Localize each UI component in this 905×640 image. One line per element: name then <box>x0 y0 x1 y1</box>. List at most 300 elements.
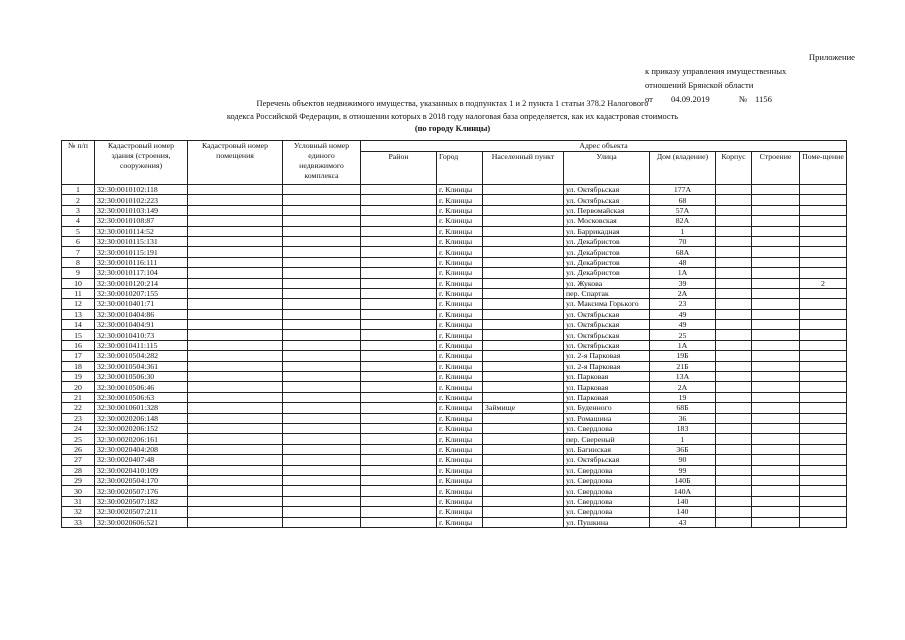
cell-building <box>752 475 800 485</box>
cell-street: ул. Свердлова <box>564 465 650 475</box>
cell-house: 70 <box>650 236 716 246</box>
cell-city: г. Клинцы <box>437 236 483 246</box>
cell-cadastral-number: 32:30:0010117:104 <box>95 268 188 278</box>
cell-city: г. Клинцы <box>437 517 483 527</box>
col-premises-header: Поме-щение <box>800 152 847 185</box>
cell-premises-cadastral <box>188 268 283 278</box>
cell-street: пер. Спартак <box>564 288 650 298</box>
cell-corpus <box>716 309 752 319</box>
cell-district <box>361 320 437 330</box>
cell-locality <box>483 413 564 423</box>
cell-row-number: 28 <box>62 465 95 475</box>
cell-building <box>752 185 800 195</box>
cell-district <box>361 299 437 309</box>
cell-city: г. Клинцы <box>437 486 483 496</box>
cell-corpus <box>716 216 752 226</box>
address-group-header: Адрес объекта <box>361 141 847 152</box>
cell-premises-cadastral <box>188 455 283 465</box>
table-row <box>62 309 847 319</box>
table-row <box>62 507 847 517</box>
cell-premises-cadastral <box>188 288 283 298</box>
cell-premises <box>800 496 847 506</box>
cell-cadastral-number: 32:30:0010401:71 <box>95 299 188 309</box>
cell-district <box>361 403 437 413</box>
cell-building <box>752 372 800 382</box>
cell-cadastral-number: 32:30:0010103:149 <box>95 205 188 215</box>
cell-house: 177А <box>650 185 716 195</box>
cell-conditional-number <box>283 475 361 485</box>
cell-corpus <box>716 330 752 340</box>
cell-premises-cadastral <box>188 185 283 195</box>
cell-city: г. Клинцы <box>437 330 483 340</box>
cell-city: г. Клинцы <box>437 413 483 423</box>
cell-city: г. Клинцы <box>437 423 483 433</box>
cell-conditional-number <box>283 195 361 205</box>
cell-house: 140Б <box>650 475 716 485</box>
cell-city: г. Клинцы <box>437 382 483 392</box>
cell-building <box>752 236 800 246</box>
cell-street: ул. Пушкина <box>564 517 650 527</box>
appendix-line-1: к приказу управления имущественных <box>645 66 787 76</box>
cell-city: г. Клинцы <box>437 392 483 402</box>
cell-district <box>361 382 437 392</box>
cell-premises <box>800 247 847 257</box>
cell-cadastral-number: 32:30:0020206:161 <box>95 434 188 444</box>
cell-building <box>752 205 800 215</box>
cell-city: г. Клинцы <box>437 299 483 309</box>
cell-corpus <box>716 475 752 485</box>
cell-locality <box>483 320 564 330</box>
cell-conditional-number <box>283 434 361 444</box>
cell-locality <box>483 278 564 288</box>
cell-row-number: 20 <box>62 382 95 392</box>
cell-city: г. Клинцы <box>437 465 483 475</box>
cell-street: ул. Декабристов <box>564 247 650 257</box>
cell-building <box>752 382 800 392</box>
cell-house: 140 <box>650 507 716 517</box>
cell-house: 43 <box>650 517 716 527</box>
cell-building <box>752 486 800 496</box>
cell-cadastral-number: 32:30:0010102:118 <box>95 185 188 195</box>
cell-premises <box>800 216 847 226</box>
cell-premises <box>800 226 847 236</box>
cell-cadastral-number: 32:30:0020206:152 <box>95 423 188 433</box>
cell-house: 68 <box>650 195 716 205</box>
cell-city: г. Клинцы <box>437 257 483 267</box>
cell-row-number: 26 <box>62 444 95 454</box>
cell-street: ул. Ромашина <box>564 413 650 423</box>
cell-cadastral-number: 32:30:0010404:86 <box>95 309 188 319</box>
cell-conditional-number <box>283 413 361 423</box>
col-district-header: Район <box>361 152 437 185</box>
cell-cadastral-number: 32:30:0020404:208 <box>95 444 188 454</box>
cell-premises-cadastral <box>188 413 283 423</box>
cell-house: 99 <box>650 465 716 475</box>
cell-conditional-number <box>283 205 361 215</box>
cell-city: г. Клинцы <box>437 434 483 444</box>
cell-house: 19Б <box>650 351 716 361</box>
cell-locality <box>483 444 564 454</box>
cell-conditional-number <box>283 288 361 298</box>
cell-premises <box>800 372 847 382</box>
cell-premises <box>800 236 847 246</box>
col-house-header: Дом (владение) <box>650 152 716 185</box>
cell-locality <box>483 185 564 195</box>
cell-building <box>752 423 800 433</box>
table-row <box>62 288 847 298</box>
cell-district <box>361 236 437 246</box>
cell-building <box>752 413 800 423</box>
cell-cadastral-number: 32:30:0010506:63 <box>95 392 188 402</box>
table-row <box>62 299 847 309</box>
cell-building <box>752 195 800 205</box>
col-cad-building-header: Кадастровый номер здания (строения, сооружения) <box>95 141 188 185</box>
cell-house: 49 <box>650 309 716 319</box>
cell-street: ул. Октябрьская <box>564 309 650 319</box>
cell-row-number: 7 <box>62 247 95 257</box>
cell-district <box>361 486 437 496</box>
cell-building <box>752 226 800 236</box>
cell-house: 183 <box>650 423 716 433</box>
cell-house: 68Б <box>650 403 716 413</box>
cell-corpus <box>716 320 752 330</box>
cell-premises <box>800 455 847 465</box>
order-number: 1156 <box>755 94 772 104</box>
cell-premises-cadastral <box>188 351 283 361</box>
cell-row-number: 19 <box>62 372 95 382</box>
cell-corpus <box>716 455 752 465</box>
cell-street: ул. Баррикадная <box>564 226 650 236</box>
cell-locality <box>483 205 564 215</box>
cell-district <box>361 226 437 236</box>
cell-corpus <box>716 496 752 506</box>
cell-street: ул. Максима Горького <box>564 299 650 309</box>
cell-street: ул. Парковая <box>564 382 650 392</box>
cell-house: 1А <box>650 340 716 350</box>
cell-building <box>752 507 800 517</box>
cell-premises <box>800 382 847 392</box>
cell-locality <box>483 434 564 444</box>
cell-building <box>752 320 800 330</box>
cell-premises <box>800 392 847 402</box>
from-label: от <box>645 94 653 104</box>
cell-premises-cadastral <box>188 475 283 485</box>
cell-conditional-number <box>283 465 361 475</box>
cell-district <box>361 392 437 402</box>
cell-cadastral-number: 32:30:0010114:52 <box>95 226 188 236</box>
cell-premises <box>800 413 847 423</box>
cell-conditional-number <box>283 278 361 288</box>
cell-building <box>752 434 800 444</box>
cell-building <box>752 444 800 454</box>
cell-building <box>752 351 800 361</box>
cell-cadastral-number: 32:30:0010504:361 <box>95 361 188 371</box>
cell-corpus <box>716 392 752 402</box>
document-heading <box>150 98 755 136</box>
cell-premises-cadastral <box>188 226 283 236</box>
table-body <box>62 185 847 528</box>
cell-row-number: 5 <box>62 226 95 236</box>
cell-district <box>361 413 437 423</box>
cell-cadastral-number: 32:30:0020410:109 <box>95 465 188 475</box>
cell-row-number: 12 <box>62 299 95 309</box>
cell-city: г. Клинцы <box>437 247 483 257</box>
cell-premises <box>800 361 847 371</box>
cell-street: ул. Свердлова <box>564 486 650 496</box>
cell-city: г. Клинцы <box>437 320 483 330</box>
cell-row-number: 30 <box>62 486 95 496</box>
cell-building <box>752 517 800 527</box>
cell-house: 48 <box>650 257 716 267</box>
cell-locality <box>483 475 564 485</box>
cell-corpus <box>716 382 752 392</box>
cell-locality <box>483 465 564 475</box>
cell-conditional-number <box>283 309 361 319</box>
cell-premises-cadastral <box>188 340 283 350</box>
cell-street: ул. Декабристов <box>564 236 650 246</box>
cell-district <box>361 330 437 340</box>
cell-cadastral-number: 32:30:0010404:91 <box>95 320 188 330</box>
cell-house: 36Б <box>650 444 716 454</box>
cell-city: г. Клинцы <box>437 403 483 413</box>
heading-line-3: (по городу Клинцы) <box>414 124 491 133</box>
cell-house: 19 <box>650 392 716 402</box>
table-row <box>62 257 847 267</box>
table-row <box>62 465 847 475</box>
table-row <box>62 434 847 444</box>
number-label: № <box>739 94 748 104</box>
cell-premises-cadastral <box>188 309 283 319</box>
cell-cadastral-number: 32:30:0010506:30 <box>95 372 188 382</box>
cell-corpus <box>716 517 752 527</box>
cell-street: ул. Октябрьская <box>564 185 650 195</box>
cell-premises <box>800 299 847 309</box>
cell-locality <box>483 423 564 433</box>
cell-city: г. Клинцы <box>437 351 483 361</box>
cell-street: ул. Октябрьская <box>564 330 650 340</box>
cell-cadastral-number: 32:30:0010506:46 <box>95 382 188 392</box>
cell-locality <box>483 236 564 246</box>
cell-house: 68А <box>650 247 716 257</box>
cell-corpus <box>716 236 752 246</box>
cell-street: ул. Октябрьская <box>564 320 650 330</box>
cell-premises <box>800 257 847 267</box>
table-row <box>62 361 847 371</box>
heading-line-1: Перечень объектов недвижимого имущества, указанных в подпунктах 1 и 2 пункта 1 статьи 378.2 Налогового <box>256 99 649 108</box>
order-date: 04.09.2019 <box>671 94 710 104</box>
cell-row-number: 18 <box>62 361 95 371</box>
appendix-title: Приложение <box>808 52 855 62</box>
cell-conditional-number <box>283 423 361 433</box>
table-row <box>62 320 847 330</box>
cell-corpus <box>716 403 752 413</box>
table-row <box>62 216 847 226</box>
cell-corpus <box>716 185 752 195</box>
cell-corpus <box>716 205 752 215</box>
cell-house: 140А <box>650 486 716 496</box>
cell-city: г. Клинцы <box>437 444 483 454</box>
cell-house: 36 <box>650 413 716 423</box>
cell-building <box>752 496 800 506</box>
table-row <box>62 475 847 485</box>
appendix-line-2: отношений Брянской области <box>645 80 754 90</box>
cell-conditional-number <box>283 372 361 382</box>
cell-locality: Займище <box>483 403 564 413</box>
cell-building <box>752 268 800 278</box>
cell-premises-cadastral <box>188 382 283 392</box>
cell-premises <box>800 517 847 527</box>
cell-locality <box>483 268 564 278</box>
cell-building <box>752 288 800 298</box>
cell-district <box>361 444 437 454</box>
cell-conditional-number <box>283 236 361 246</box>
cell-corpus <box>716 444 752 454</box>
cell-city: г. Клинцы <box>437 496 483 506</box>
cell-house: 21Б <box>650 361 716 371</box>
cell-house: 23 <box>650 299 716 309</box>
cell-conditional-number <box>283 185 361 195</box>
col-building-header: Строение <box>752 152 800 185</box>
cell-house: 2А <box>650 382 716 392</box>
table-row <box>62 486 847 496</box>
cell-conditional-number <box>283 268 361 278</box>
col-street-header: Улица <box>564 152 650 185</box>
cell-premises-cadastral <box>188 320 283 330</box>
cell-corpus <box>716 257 752 267</box>
cell-city: г. Клинцы <box>437 288 483 298</box>
cell-district <box>361 185 437 195</box>
cell-locality <box>483 455 564 465</box>
cell-premises-cadastral <box>188 434 283 444</box>
cell-district <box>361 257 437 267</box>
cell-locality <box>483 382 564 392</box>
cell-premises <box>800 330 847 340</box>
cell-cadastral-number: 32:30:0020504:170 <box>95 475 188 485</box>
cell-corpus <box>716 465 752 475</box>
cell-house: 39 <box>650 278 716 288</box>
cell-conditional-number <box>283 382 361 392</box>
cell-street: ул. Свердлова <box>564 423 650 433</box>
cell-cadastral-number: 32:30:0010504:282 <box>95 351 188 361</box>
cell-street: ул. Московская <box>564 216 650 226</box>
cell-premises-cadastral <box>188 392 283 402</box>
cell-premises <box>800 288 847 298</box>
table-row <box>62 351 847 361</box>
cell-premises <box>800 444 847 454</box>
cell-row-number: 11 <box>62 288 95 298</box>
cell-row-number: 1 <box>62 185 95 195</box>
cell-street: пер. Свереный <box>564 434 650 444</box>
cell-cadastral-number: 32:30:0010411:115 <box>95 340 188 350</box>
cell-locality <box>483 216 564 226</box>
cell-locality <box>483 351 564 361</box>
cell-city: г. Клинцы <box>437 361 483 371</box>
cell-premises <box>800 486 847 496</box>
cell-conditional-number <box>283 486 361 496</box>
cell-district <box>361 288 437 298</box>
table-row <box>62 247 847 257</box>
cell-cadastral-number: 32:30:0020507:182 <box>95 496 188 506</box>
cell-cadastral-number: 32:30:0010115:131 <box>95 236 188 246</box>
cell-building <box>752 361 800 371</box>
cell-street: ул. Багинская <box>564 444 650 454</box>
cell-corpus <box>716 226 752 236</box>
table-row <box>62 372 847 382</box>
cell-city: г. Клинцы <box>437 278 483 288</box>
cell-corpus <box>716 299 752 309</box>
cell-cadastral-number: 32:30:0010102:223 <box>95 195 188 205</box>
cell-city: г. Клинцы <box>437 475 483 485</box>
cell-cadastral-number: 32:30:0010120:214 <box>95 278 188 288</box>
cell-conditional-number <box>283 330 361 340</box>
cell-conditional-number <box>283 247 361 257</box>
cell-house: 57А <box>650 205 716 215</box>
cell-premises-cadastral <box>188 496 283 506</box>
cell-building <box>752 257 800 267</box>
cell-street: ул. 2-я Парковая <box>564 361 650 371</box>
cell-district <box>361 455 437 465</box>
cell-locality <box>483 330 564 340</box>
cell-conditional-number <box>283 403 361 413</box>
cell-premises <box>800 351 847 361</box>
table-row <box>62 392 847 402</box>
table-row <box>62 517 847 527</box>
cell-row-number: 22 <box>62 403 95 413</box>
cell-street: ул. Свердлова <box>564 475 650 485</box>
cell-premises <box>800 195 847 205</box>
cell-house: 1 <box>650 226 716 236</box>
cell-city: г. Клинцы <box>437 195 483 205</box>
cell-row-number: 8 <box>62 257 95 267</box>
cell-corpus <box>716 340 752 350</box>
cell-building <box>752 247 800 257</box>
cell-cadastral-number: 32:30:0020206:148 <box>95 413 188 423</box>
cell-locality <box>483 517 564 527</box>
cell-premises-cadastral <box>188 299 283 309</box>
cell-premises-cadastral <box>188 236 283 246</box>
cell-premises-cadastral <box>188 205 283 215</box>
cell-row-number: 9 <box>62 268 95 278</box>
cell-house: 82А <box>650 216 716 226</box>
cell-district <box>361 205 437 215</box>
heading-line-2: кодекса Российской Федерации, в отношении которых в 2018 году налоговая база определяется, как их кадастровая стоимость <box>226 111 679 121</box>
cell-row-number: 17 <box>62 351 95 361</box>
cell-locality <box>483 507 564 517</box>
cell-district <box>361 361 437 371</box>
cell-city: г. Клинцы <box>437 455 483 465</box>
cell-city: г. Клинцы <box>437 309 483 319</box>
cell-district <box>361 496 437 506</box>
cell-row-number: 15 <box>62 330 95 340</box>
cell-premises <box>800 423 847 433</box>
cell-cadastral-number: 32:30:0010108:87 <box>95 216 188 226</box>
cell-street: ул. Декабристов <box>564 268 650 278</box>
cell-district <box>361 465 437 475</box>
cell-city: г. Клинцы <box>437 205 483 215</box>
cell-conditional-number <box>283 361 361 371</box>
cell-district <box>361 507 437 517</box>
cell-conditional-number <box>283 299 361 309</box>
table-row <box>62 185 847 195</box>
cell-house: 140 <box>650 496 716 506</box>
cell-district <box>361 423 437 433</box>
cell-district <box>361 340 437 350</box>
cell-locality <box>483 226 564 236</box>
cell-locality <box>483 195 564 205</box>
cell-row-number: 13 <box>62 309 95 319</box>
col-city-header: Город <box>437 152 483 185</box>
cell-house: 49 <box>650 320 716 330</box>
